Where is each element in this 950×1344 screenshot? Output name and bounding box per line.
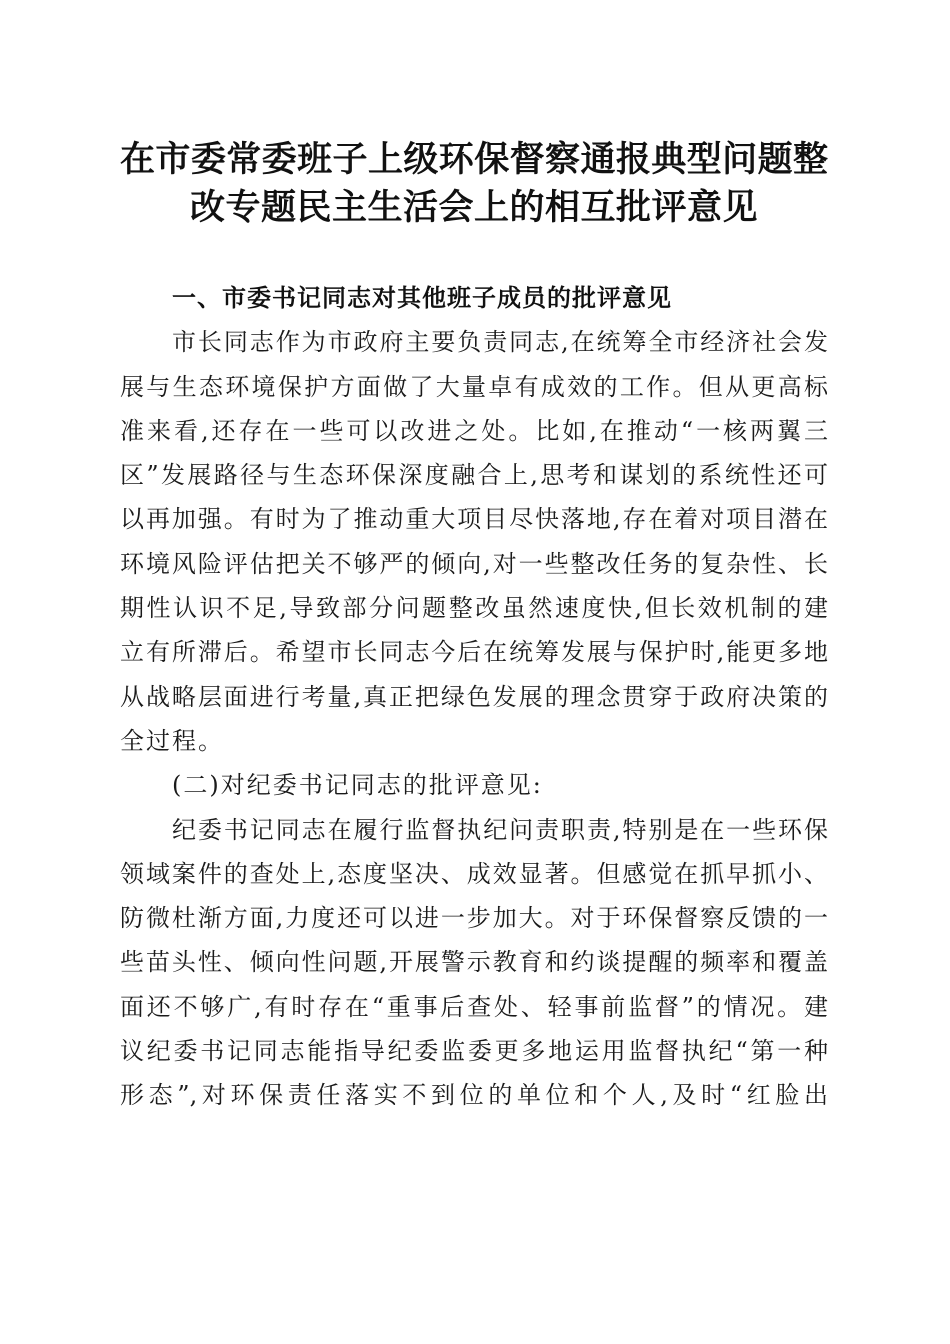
paragraph-line: 立有所滞后。希望市长同志今后在统筹发展与保护时,能更多地 [120, 638, 828, 667]
paragraph-line: 期性认识不足,导致部分问题整改虽然速度快,但长效机制的建 [120, 594, 828, 623]
paragraph-line: 面还不够广,有时存在“重事后查处、轻事前监督”的情况。建 [120, 992, 828, 1021]
paragraph-line: 形态”,对环保责任落实不到位的单位和个人,及时“红脸出 [120, 1081, 828, 1110]
paragraph-line: 防微杜渐方面,力度还可以进一步加大。对于环保督察反馈的一 [120, 904, 828, 933]
section-heading-2: (二)对纪委书记同志的批评意见: [172, 771, 543, 800]
title-line-2: 改专题民主生活会上的相互批评意见 [189, 187, 758, 228]
paragraph-2 [120, 808, 828, 1118]
paragraph-line: 从战略层面进行考量,真正把绿色发展的理念贯穿于政府决策的 [120, 682, 828, 711]
paragraph-line: 区”发展路径与生态环保深度融合上,思考和谋划的系统性还可 [120, 461, 828, 490]
document-body [120, 276, 828, 1118]
document-title [120, 136, 828, 232]
paragraph-line: 准来看,还存在一些可以改进之处。比如,在推动“一核两翼三 [120, 416, 828, 445]
paragraph-line: 领域案件的查处上,态度坚决、成效显著。但感觉在抓早抓小、 [120, 859, 828, 888]
section-heading-1: 一、市委书记同志对其他班子成员的批评意见 [172, 284, 672, 312]
paragraph-line: 以再加强。有时为了推动重大项目尽快落地,存在着对项目潜在 [120, 505, 828, 534]
paragraph-line: 纪委书记同志在履行监督执纪问责职责,特别是在一些环保 [172, 815, 828, 844]
paragraph-line: 全过程。 [120, 726, 224, 755]
title-line-1: 在市委常委班子上级环保督察通报典型问题整 [120, 139, 828, 180]
paragraph-line: 展与生态环境保护方面做了大量卓有成效的工作。但从更高标 [120, 372, 828, 401]
paragraph-1 [120, 320, 828, 763]
paragraph-line: 些苗头性、倾向性问题,开展警示教育和约谈提醒的频率和覆盖 [120, 948, 828, 977]
paragraph-line: 环境风险评估把关不够严的倾向,对一些整改任务的复杂性、长 [120, 549, 828, 578]
paragraph-line: 议纪委书记同志能指导纪委监委更多地运用监督执纪“第一种 [120, 1037, 828, 1066]
paragraph-line: 市长同志作为市政府主要负责同志,在统筹全市经济社会发 [172, 328, 828, 357]
